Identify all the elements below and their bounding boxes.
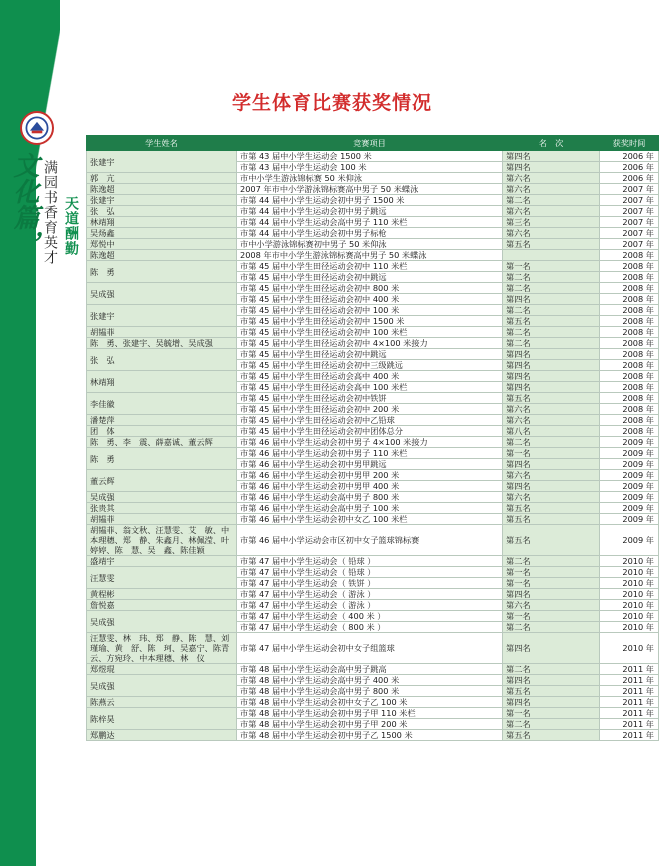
year-cell: 2008 年 (600, 393, 659, 404)
student-name-cell: 吴成强 (87, 492, 237, 503)
year-cell: 2008 年 (600, 382, 659, 393)
student-name-cell: 陈梓昊 (87, 708, 237, 730)
event-cell: 市第 44 届中小学生运动会初中男子 1500 米 (237, 195, 503, 206)
student-name-cell: 吴炀鑫 (87, 228, 237, 239)
event-cell: 市第 48 届中小学生运动会高中男子 400 米 (237, 675, 503, 686)
rank-cell: 第五名 (503, 525, 600, 556)
student-name-cell: 林靖翔 (87, 217, 237, 228)
student-name-cell: 胡韫菲 (87, 327, 237, 338)
rank-cell: 第二名 (503, 195, 600, 206)
year-cell: 2006 年 (600, 151, 659, 162)
section-label: 天道酬勤 (63, 196, 79, 256)
year-cell: 2011 年 (600, 719, 659, 730)
table-row (87, 250, 659, 261)
rank-cell: 第六名 (503, 173, 600, 184)
rank-cell: 第六名 (503, 228, 600, 239)
student-name-cell: 林靖翔 (87, 371, 237, 393)
student-name-cell: 吴成强 (87, 675, 237, 697)
event-cell: 市第 48 届中小学生运动会初中男子甲 200 米 (237, 719, 503, 730)
event-cell: 市第 46 届中小学生运动会初中男子 110 米栏 (237, 448, 503, 459)
event-cell: 市中小学生游泳锦标赛 50 米仰泳 (237, 173, 503, 184)
year-cell: 2008 年 (600, 294, 659, 305)
year-cell: 2011 年 (600, 675, 659, 686)
year-cell: 2008 年 (600, 283, 659, 294)
event-cell: 市第 47 届中小学生运动会（ 铁饼 ） (237, 578, 503, 589)
student-name-cell: 陈逸超 (87, 184, 237, 195)
rank-cell: 第二名 (503, 719, 600, 730)
student-name-cell: 汪慧雯、林 玮、郑 静、陈 慧、刘瑾瑜、黄 舒、陈 珂、吴嘉宁、陈青云、方宛玲、中本理穗、林 仪 (87, 633, 237, 664)
year-cell: 2009 年 (600, 437, 659, 448)
year-cell: 2008 年 (600, 360, 659, 371)
event-cell: 2007 年市中小学游泳锦标赛高中男子 50 米蝶泳 (237, 184, 503, 195)
table-row (87, 349, 659, 360)
year-cell: 2007 年 (600, 217, 659, 228)
year-cell: 2010 年 (600, 600, 659, 611)
student-name-cell: 盛靖宇 (87, 556, 237, 567)
table-row (87, 514, 659, 525)
student-name-cell: 李佳徽 (87, 393, 237, 415)
table-row (87, 470, 659, 481)
rank-cell: 第五名 (503, 686, 600, 697)
student-name-cell: 陈 勇 (87, 261, 237, 283)
year-cell: 2007 年 (600, 195, 659, 206)
rank-cell: 第五名 (503, 503, 600, 514)
year-cell: 2008 年 (600, 371, 659, 382)
year-cell: 2008 年 (600, 272, 659, 283)
rank-cell: 第二名 (503, 622, 600, 633)
table-row (87, 664, 659, 675)
year-cell: 2010 年 (600, 611, 659, 622)
rank-cell: 第六名 (503, 184, 600, 195)
student-name-cell: 陈 勇、张建宇、吴毓增、吴成强 (87, 338, 237, 349)
student-name-cell: 胡韫菲、翁文秋、汪慧雯、艾 敏、中本理穗、郑 静、朱鑫月、林佩滢、叶婷婷、陈 慧、吴 鑫、陈佳颖 (87, 525, 237, 556)
event-cell: 市第 48 届中小学生运动会初中男子乙 1500 米 (237, 730, 503, 741)
year-cell: 2010 年 (600, 633, 659, 664)
chapter-subtitle: 满园书香育英才 (42, 160, 58, 265)
event-cell: 市第 46 届中小学生运动会初中男子 4×100 米接力 (237, 437, 503, 448)
student-name-cell: 陈 勇 (87, 448, 237, 470)
year-cell: 2011 年 (600, 686, 659, 697)
event-cell: 市第 46 届中小学生运动会初中女乙 100 米栏 (237, 514, 503, 525)
year-cell: 2009 年 (600, 448, 659, 459)
rank-cell: 第六名 (503, 600, 600, 611)
event-cell: 市第 45 届中小学生田径运动会初中 100 米 (237, 305, 503, 316)
student-name-cell: 潘楚萍 (87, 415, 237, 426)
table-row (87, 611, 659, 622)
rank-cell: 第四名 (503, 675, 600, 686)
year-cell: 2009 年 (600, 481, 659, 492)
student-name-cell: 詹悦嘉 (87, 600, 237, 611)
year-cell: 2008 年 (600, 250, 659, 261)
year-cell: 2007 年 (600, 206, 659, 217)
year-cell: 2009 年 (600, 459, 659, 470)
table-row (87, 730, 659, 741)
event-cell: 市第 45 届中小学生田径运动会初中乙铅球 (237, 415, 503, 426)
table-row (87, 327, 659, 338)
year-cell: 2010 年 (600, 622, 659, 633)
rank-cell: 第二名 (503, 338, 600, 349)
year-cell: 2007 年 (600, 184, 659, 195)
event-cell: 市第 48 届中小学生运动会高中男子跳高 (237, 664, 503, 675)
rank-cell: 第四名 (503, 349, 600, 360)
awards-table (86, 135, 659, 741)
year-cell: 2008 年 (600, 349, 659, 360)
event-cell: 市第 45 届中小学生田径运动会初中 110 米栏 (237, 261, 503, 272)
rank-cell: 第一名 (503, 261, 600, 272)
table-row (87, 371, 659, 382)
year-cell: 2010 年 (600, 567, 659, 578)
year-cell: 2006 年 (600, 173, 659, 184)
table-header-row (87, 136, 659, 151)
year-cell: 2011 年 (600, 708, 659, 719)
table-row (87, 448, 659, 459)
event-cell: 市第 45 届中小学生田径运动会初中铁饼 (237, 393, 503, 404)
rank-cell: 第四名 (503, 697, 600, 708)
event-cell: 市第 44 届中小学生运动会初中男子跳远 (237, 206, 503, 217)
rank-cell: 第五名 (503, 514, 600, 525)
year-cell: 2008 年 (600, 316, 659, 327)
table-row (87, 556, 659, 567)
rank-cell: 第二名 (503, 283, 600, 294)
table-row (87, 184, 659, 195)
header-rank: 名 次 (503, 136, 600, 151)
event-cell: 市第 45 届中小学生田径运动会初中 800 米 (237, 283, 503, 294)
year-cell: 2008 年 (600, 415, 659, 426)
page-title: 学生体育比赛获奖情况 (231, 92, 432, 114)
rank-cell: 第六名 (503, 470, 600, 481)
table-row (87, 206, 659, 217)
rank-cell: 第五名 (503, 730, 600, 741)
event-cell: 市第 46 届中小学生运动会高中男子 100 米 (237, 503, 503, 514)
year-cell: 2011 年 (600, 697, 659, 708)
table-row (87, 239, 659, 250)
year-cell: 2008 年 (600, 426, 659, 437)
rank-cell: 第二名 (503, 664, 600, 675)
rank-cell: 第四名 (503, 459, 600, 470)
student-name-cell: 张 弘 (87, 349, 237, 371)
student-name-cell: 张 弘 (87, 206, 237, 217)
table-row (87, 261, 659, 272)
table-row (87, 697, 659, 708)
rank-cell: 第四名 (503, 633, 600, 664)
table-row (87, 437, 659, 448)
rank-cell: 第二名 (503, 437, 600, 448)
year-cell: 2008 年 (600, 404, 659, 415)
rank-cell: 第二名 (503, 305, 600, 316)
student-name-cell: 陈 勇、李 震、薛嘉诚、董云辉 (87, 437, 237, 448)
rank-cell: 第二名 (503, 556, 600, 567)
year-cell: 2009 年 (600, 514, 659, 525)
rank-cell: 第四名 (503, 481, 600, 492)
year-cell: 2011 年 (600, 664, 659, 675)
year-cell: 2007 年 (600, 228, 659, 239)
event-cell: 市第 48 届中小学生运动会初中男子甲 110 米栏 (237, 708, 503, 719)
event-cell: 2008 年市中小学生游泳锦标赛高中男子 50 米蝶泳 (237, 250, 503, 261)
table-row (87, 393, 659, 404)
student-name-cell: 董云辉 (87, 470, 237, 492)
rank-cell: 第六名 (503, 415, 600, 426)
table-body (87, 151, 659, 741)
student-name-cell: 郑悦中 (87, 239, 237, 250)
event-cell: 市第 47 届中小学生运动会（ 400 米 ） (237, 611, 503, 622)
table-row (87, 633, 659, 664)
student-name-cell: 郑鹏达 (87, 730, 237, 741)
rank-cell: 第四名 (503, 360, 600, 371)
year-cell: 2009 年 (600, 470, 659, 481)
year-cell: 2006 年 (600, 162, 659, 173)
table-row (87, 675, 659, 686)
event-cell: 市第 45 届中小学生田径运动会初中 200 米 (237, 404, 503, 415)
rank-cell: 第五名 (503, 239, 600, 250)
year-cell: 2009 年 (600, 492, 659, 503)
event-cell: 市第 44 届中小学生运动会初中男子标枪 (237, 228, 503, 239)
student-name-cell: 张建宇 (87, 305, 237, 327)
rank-cell: 第四名 (503, 382, 600, 393)
year-cell: 2009 年 (600, 503, 659, 514)
rank-cell: 第一名 (503, 708, 600, 719)
year-cell: 2010 年 (600, 589, 659, 600)
event-cell: 市第 47 届中小学生运动会（ 铅球 ） (237, 556, 503, 567)
year-cell: 2008 年 (600, 327, 659, 338)
table-row (87, 492, 659, 503)
table-row (87, 708, 659, 719)
header-award-time: 获奖时间 (600, 136, 659, 151)
rank-cell: 第六名 (503, 492, 600, 503)
table-row (87, 217, 659, 228)
event-cell: 市第 47 届中小学生运动会（ 800 米 ） (237, 622, 503, 633)
student-name-cell: 郭 亢 (87, 173, 237, 184)
year-cell: 2011 年 (600, 730, 659, 741)
event-cell: 市第 46 届中小学生运动会初中男甲跳远 (237, 459, 503, 470)
table-row (87, 567, 659, 578)
event-cell: 市第 46 届中小学运动会市区初中女子篮球锦标赛 (237, 525, 503, 556)
rank-cell: 第五名 (503, 393, 600, 404)
rank-cell: 第八名 (503, 426, 600, 437)
event-cell: 市第 45 届中小学生田径运动会初中团体总分 (237, 426, 503, 437)
event-cell: 市第 46 届中小学生运动会高中男子 800 米 (237, 492, 503, 503)
year-cell: 2009 年 (600, 525, 659, 556)
rank-cell: 第一名 (503, 578, 600, 589)
event-cell: 市第 46 届中小学生运动会初中男甲 200 米 (237, 470, 503, 481)
event-cell: 市第 45 届中小学生田径运动会初中跳远 (237, 272, 503, 283)
table-row (87, 305, 659, 316)
event-cell: 市第 48 届中小学生运动会初中女子乙 100 米 (237, 697, 503, 708)
rank-cell: 第一名 (503, 567, 600, 578)
student-name-cell: 黄程彬 (87, 589, 237, 600)
event-cell: 市第 46 届中小学生运动会初中男甲 400 米 (237, 481, 503, 492)
event-cell: 市第 47 届中小学生运动会（ 游泳 ） (237, 600, 503, 611)
student-name-cell: 吴成强 (87, 611, 237, 633)
table-row (87, 426, 659, 437)
student-name-cell: 吴成强 (87, 283, 237, 305)
table-row (87, 589, 659, 600)
event-cell: 市第 47 届中小学生运动会初中女子组篮球 (237, 633, 503, 664)
table-row (87, 338, 659, 349)
year-cell: 2010 年 (600, 556, 659, 567)
rank-cell: 第二名 (503, 272, 600, 283)
table-row (87, 195, 659, 206)
rank-cell (503, 250, 600, 261)
event-cell: 市第 45 届中小学生田径运动会初中 100 米栏 (237, 327, 503, 338)
event-cell: 市第 45 届中小学生田径运动会初中三级跳远 (237, 360, 503, 371)
year-cell: 2010 年 (600, 578, 659, 589)
rank-cell: 第四名 (503, 371, 600, 382)
rank-cell: 第四名 (503, 162, 600, 173)
event-cell: 市第 45 届中小学生田径运动会初中跳远 (237, 349, 503, 360)
event-cell: 市第 45 届中小学生田径运动会初中 4×100 米接力 (237, 338, 503, 349)
table-row (87, 151, 659, 162)
event-cell: 市第 43 届中小学生运动会 1500 米 (237, 151, 503, 162)
rank-cell: 第四名 (503, 151, 600, 162)
rank-cell: 第四名 (503, 294, 600, 305)
student-name-cell: 陈逸超 (87, 250, 237, 261)
rank-cell: 第一名 (503, 448, 600, 459)
event-cell: 市第 43 届中小学生运动会 100 米 (237, 162, 503, 173)
student-name-cell: 郑煜琨 (87, 664, 237, 675)
event-cell: 市第 44 届中小学生运动会高中男子 110 米栏 (237, 217, 503, 228)
student-name-cell: 张建宇 (87, 195, 237, 206)
year-cell: 2007 年 (600, 239, 659, 250)
student-name-cell: 张贵其 (87, 503, 237, 514)
awards-table-container (86, 135, 658, 741)
rank-cell: 第五名 (503, 316, 600, 327)
event-cell: 市第 45 届中小学生田径运动会高中 100 米栏 (237, 382, 503, 393)
student-name-cell: 胡韫菲 (87, 514, 237, 525)
rank-cell: 第六名 (503, 404, 600, 415)
table-row (87, 600, 659, 611)
event-cell: 市第 47 届中小学生运动会（ 铅球 ） (237, 567, 503, 578)
rank-cell: 第六名 (503, 206, 600, 217)
year-cell: 2008 年 (600, 305, 659, 316)
event-cell: 市第 45 届中小学生田径运动会初中 400 米 (237, 294, 503, 305)
table-row (87, 283, 659, 294)
rank-cell: 第四名 (503, 589, 600, 600)
student-name-cell: 汪慧雯 (87, 567, 237, 589)
event-cell: 市第 45 届中小学生田径运动会高中 400 米 (237, 371, 503, 382)
calligraphy-heading: 文化篇， (9, 152, 39, 256)
event-cell: 市第 48 届中小学生运动会高中男子 800 米 (237, 686, 503, 697)
year-cell: 2008 年 (600, 338, 659, 349)
student-name-cell: 陈燕云 (87, 697, 237, 708)
rank-cell: 第二名 (503, 327, 600, 338)
table-row (87, 503, 659, 514)
student-name-cell: 团 体 (87, 426, 237, 437)
event-cell: 市第 45 届中小学生田径运动会初中 1500 米 (237, 316, 503, 327)
rank-cell: 第三名 (503, 217, 600, 228)
table-row (87, 228, 659, 239)
table-row (87, 415, 659, 426)
event-cell: 市第 47 届中小学生运动会（ 游泳 ） (237, 589, 503, 600)
header-student-name: 学生姓名 (87, 136, 237, 151)
table-row (87, 173, 659, 184)
year-cell: 2008 年 (600, 261, 659, 272)
event-cell: 市中小学游泳锦标赛初中男子 50 米仰泳 (237, 239, 503, 250)
student-name-cell: 张建宇 (87, 151, 237, 173)
table-row (87, 525, 659, 556)
school-emblem-icon (20, 111, 54, 145)
header-event: 竞赛项目 (237, 136, 503, 151)
rank-cell: 第一名 (503, 611, 600, 622)
